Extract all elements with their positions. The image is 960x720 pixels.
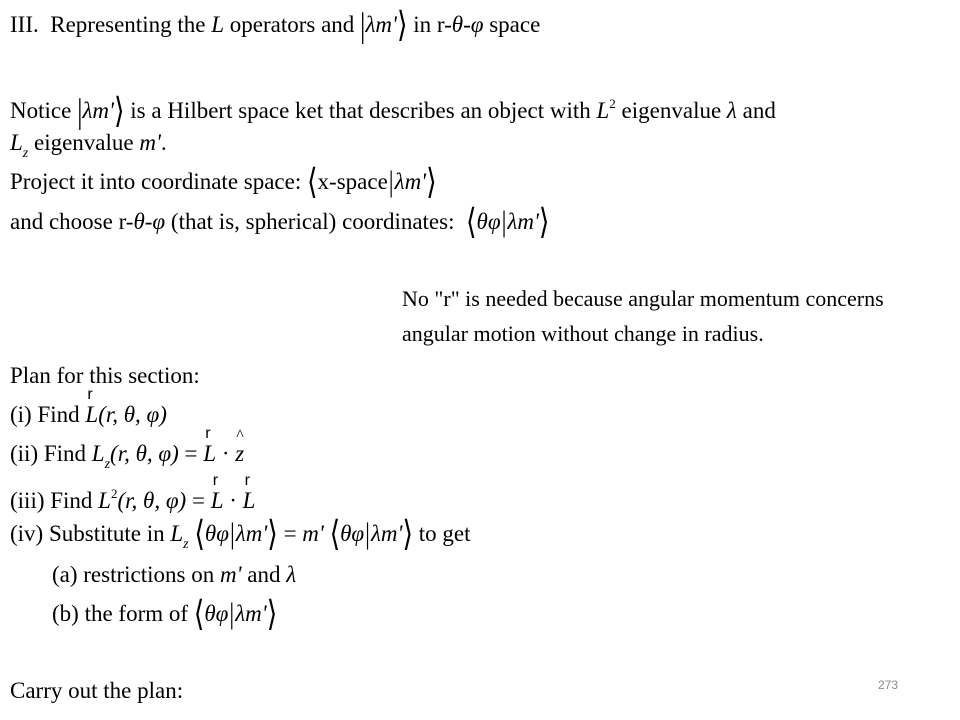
carry-out-line: Carry out the plan:: [10, 678, 184, 703]
note-line-1: No "r" is needed because angular momentum concerns: [402, 286, 884, 311]
plan-item-3: (iii) Find $L^2(r$, θ, φ) = r L · r L: [10, 472, 256, 513]
plan-sub-a: (a) restrictions on m' and λ: [52, 562, 297, 587]
plan-item-2: (ii) Find $L_z(r$, θ, φ) = r L · ^ z: [10, 425, 245, 472]
notice-line-1: Notice |λm'⟩ is a Hilbert space ket that describes an object with $L^2$ eigenvalue λ and: [10, 91, 776, 131]
plan-title: Plan for this section:: [10, 363, 200, 388]
note-line-2: angular motion without change in radius.: [402, 321, 764, 346]
section-heading: III. Representing the L operators and |λm'⟩ in r-θ-φ space: [10, 5, 541, 45]
project-line: Project it into coordinate space: ⟨x-space|λm'⟩: [10, 162, 437, 202]
plan-item-1: (i) Find r L(r, θ, φ): [10, 386, 167, 427]
choose-line: and choose r-θ-φ (that is, spherical) coordinates: ⟨θφ|λm'⟩: [10, 202, 550, 242]
ket-lambda-m: λm': [365, 12, 397, 37]
slide-number: 273: [878, 678, 899, 692]
plan-item-4: (iv) Substitute in $L_z$ ⟨θφ|λm'⟩ = m' ⟨θφ|λm'⟩ to get: [10, 514, 471, 554]
notice-line-2: $L_z$ eigenvalue m'.: [10, 130, 167, 161]
plan-sub-b: (b) the form of ⟨θφ|λm'⟩: [52, 594, 278, 634]
